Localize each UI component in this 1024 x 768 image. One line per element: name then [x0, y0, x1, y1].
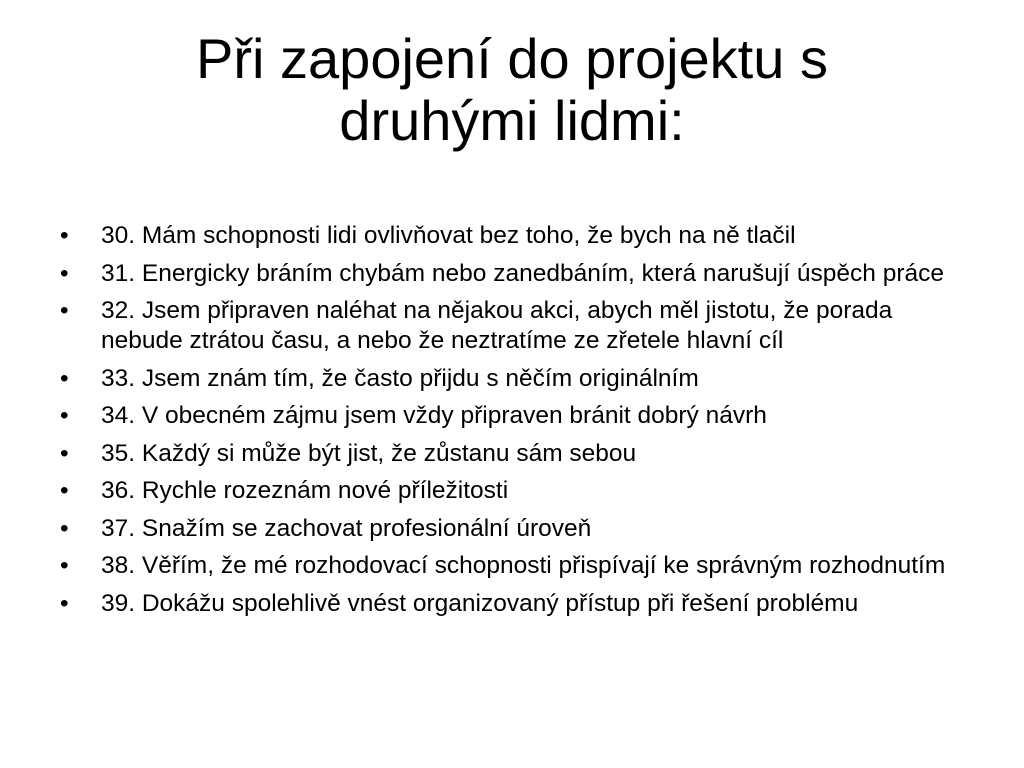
list-item-text: 33. Jsem znám tím, že často přijdu s něčím originálním: [101, 364, 699, 392]
list-item-text: 37. Snažím se zachovat profesionální úroveň: [101, 514, 592, 542]
list-item-text: 39. Dokážu spolehlivě vnést organizovaný přístup při řešení problému: [101, 589, 859, 617]
list-item: [56, 221, 966, 251]
bullet-icon: •: [60, 552, 69, 579]
list-item-text: 30. Mám schopnosti lidi ovlivňovat bez toho, že bych na ně tlačil: [101, 222, 796, 249]
bullet-icon: •: [60, 589, 69, 617]
list-item-text: 31. Energicky bráním chybám nebo zanedbáním, která narušují úspěch práce: [101, 259, 945, 287]
bullet-list: [56, 221, 966, 626]
bullet-icon: •: [60, 514, 69, 542]
list-item: [56, 401, 966, 431]
list-item: [56, 514, 966, 544]
list-item: [56, 364, 966, 394]
list-item: [56, 476, 966, 506]
bullet-icon: •: [60, 297, 69, 324]
bullet-icon: •: [60, 259, 69, 287]
list-item-text: 32. Jsem připraven naléhat na nějakou akci, abych měl jistotu, že porada nebude ztrátou času, a nebo že neztratíme ze zřetele hlavní cíl: [101, 297, 893, 354]
list-item-text: 35. Každý si může být jist, že zůstanu sám sebou: [101, 439, 637, 467]
list-item: [56, 589, 966, 619]
list-item-text: 38. Věřím, že mé rozhodovací schopnosti přispívají ke správným rozhodnutím: [101, 552, 946, 579]
list-item-text: 36. Rychle rozeznám nové příležitosti: [101, 477, 509, 504]
bullet-icon: •: [60, 222, 69, 249]
list-item: [56, 551, 966, 581]
list-item: [56, 439, 966, 469]
slide-title: Při zapojení do projektu s druhými lidmi:: [196, 27, 828, 152]
list-item-text: 34. V obecném zájmu jsem vždy připraven bránit dobrý návrh: [101, 402, 767, 429]
list-item: [56, 259, 966, 289]
bullet-icon: •: [60, 364, 69, 392]
bullet-icon: •: [60, 477, 69, 504]
bullet-icon: •: [60, 402, 69, 429]
bullet-icon: •: [60, 439, 69, 467]
list-item: [56, 296, 966, 356]
